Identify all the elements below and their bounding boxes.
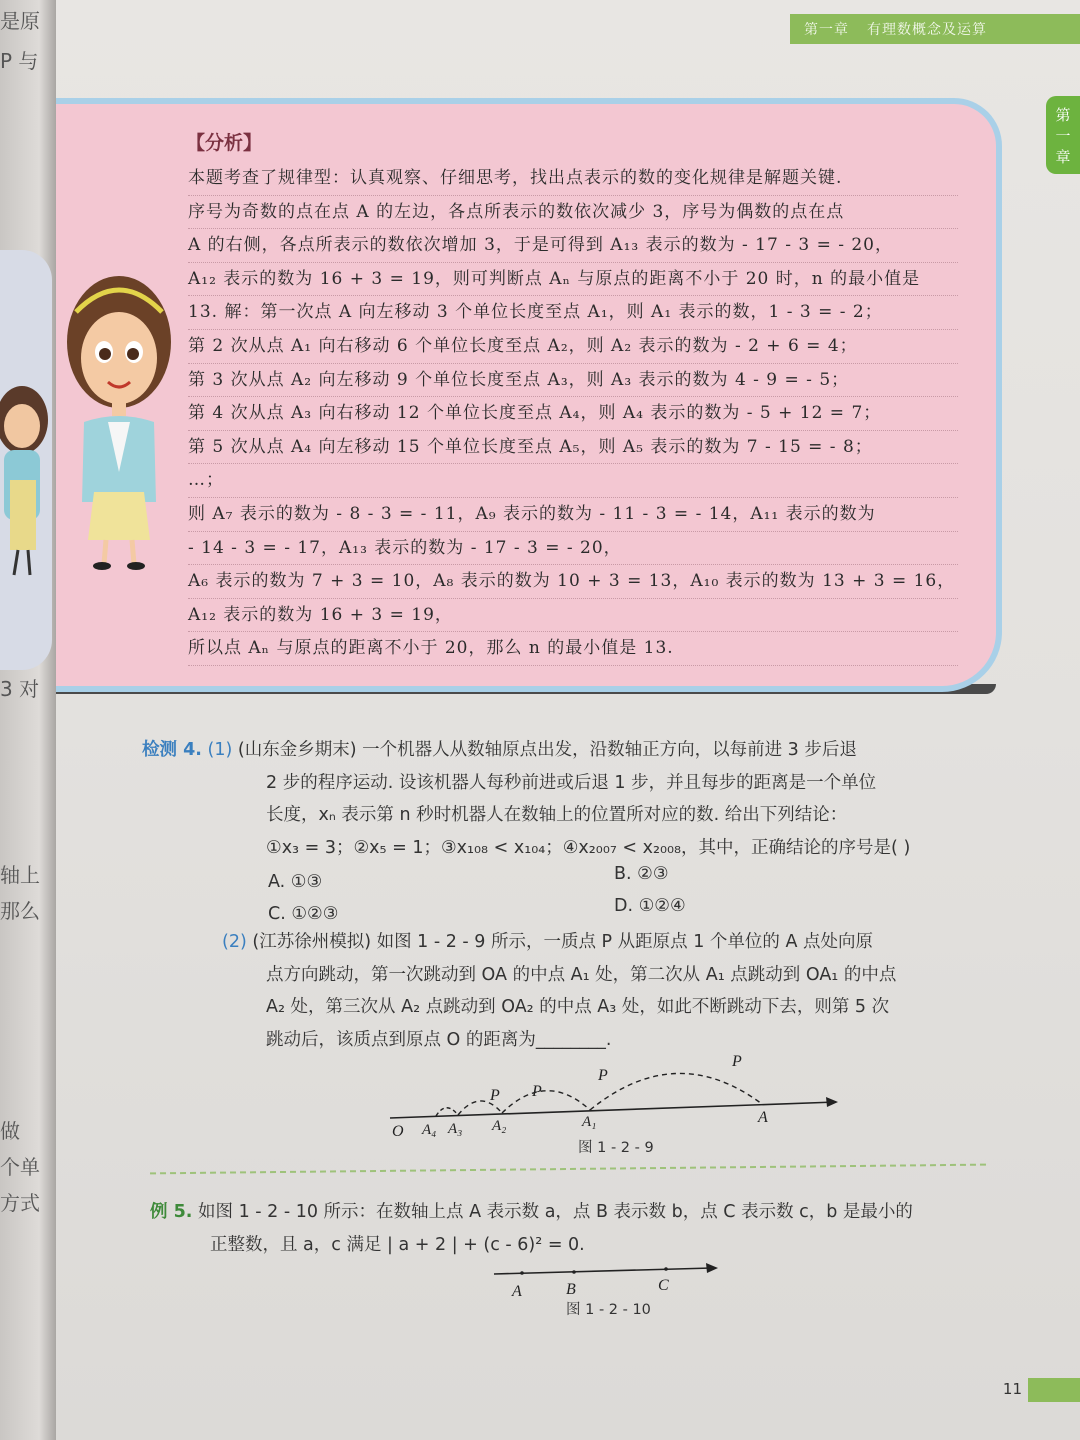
figure-1-2-10-caption: 图 1 - 2 - 10 xyxy=(566,1302,651,1318)
analysis-title: 【分析】 xyxy=(186,132,263,154)
jump-arc xyxy=(590,1073,762,1110)
analysis-line: 13. 解：第一次点 A 向左移动 3 个单位长度至点 A₁，则 A₁ 表示的数，1 - 3 = - 2； xyxy=(188,296,958,330)
left-fragment: 方式 xyxy=(0,1191,40,1215)
label-a3: A₃ xyxy=(448,1121,463,1137)
number-line xyxy=(494,1268,712,1274)
analysis-text xyxy=(188,162,958,666)
example-5-label: 例 5. xyxy=(150,1202,193,1222)
left-fragment: 个单 xyxy=(0,1155,40,1179)
part-2-line: 跳动后，该质点到原点 O 的距离为________. xyxy=(266,1029,612,1050)
analysis-line: 则 A₇ 表示的数为 - 8 - 3 = - 11，A₉ 表示的数为 - 11 - 3 = - 14，A₁₁ 表示的数为 xyxy=(188,498,958,532)
analysis-line: 本题考查了规律型：认真观察、仔细思考，找出点表示的数的变化规律是解题关键. xyxy=(188,162,958,196)
analysis-line: A₁₂ 表示的数为 16 + 3 = 19， xyxy=(188,599,958,633)
label-b: B xyxy=(566,1281,576,1298)
page-number: 11 xyxy=(1002,1380,1022,1398)
label-a1: A₁ xyxy=(582,1114,597,1130)
left-cartoon-figure xyxy=(0,380,56,580)
label-c: C xyxy=(658,1277,669,1294)
analysis-line: 第 5 次从点 A₄ 向左移动 15 个单位长度至点 A₅，则 A₅ 表示的数为 7 - 15 = - 8； xyxy=(188,431,958,465)
part-2-number: (2) xyxy=(222,932,247,952)
example-5-problem xyxy=(150,1196,1010,1261)
analysis-line: 第 4 次从点 A₃ 向右移动 12 个单位长度至点 A₄，则 A₄ 表示的数为 - 5 + 12 = 7； xyxy=(188,397,958,431)
side-tab-char: 章 xyxy=(1055,147,1071,166)
label-p: P xyxy=(532,1083,542,1100)
figure-1-2-9-caption: 图 1 - 2 - 9 xyxy=(578,1140,654,1156)
analysis-line: …； xyxy=(188,464,958,498)
label-o: O xyxy=(392,1123,404,1140)
part-1-line: ①x₃ = 3；②x₅ = 1；③x₁₀₈ < x₁₀₄；④x₂₀₀₇ < x₂₀₀₈，其中，正确结论的序号是( ) xyxy=(266,837,911,858)
part-2-problem xyxy=(222,926,1022,1056)
point-b xyxy=(572,1270,576,1274)
left-fragment: P 与 xyxy=(0,49,39,73)
section-divider xyxy=(150,1164,986,1175)
part-2-line: 点方向跳动，第一次跳动到 OA 的中点 A₁ 处，第二次从 A₁ 点跳动到 OA₁ 的中点 xyxy=(266,964,897,985)
option-b[interactable]: B. ②③ xyxy=(614,864,669,884)
label-a: A xyxy=(512,1283,522,1300)
analysis-line: A₆ 表示的数为 7 + 3 = 10，A₈ 表示的数为 10 + 3 = 13，A₁₀ 表示的数为 13 + 3 = 16， xyxy=(188,565,958,599)
check-4-label: 检测 4. xyxy=(142,740,202,760)
left-fragment: 那么 xyxy=(0,899,40,923)
left-fragment: 做 xyxy=(0,1119,20,1143)
number-line-arrow xyxy=(826,1097,838,1107)
side-tab-char: 一 xyxy=(1055,126,1071,145)
analysis-line: 序号为奇数的点在点 A 的左边，各点所表示的数依次减少 3，序号为偶数的点在点 xyxy=(188,196,958,230)
figure-1-2-9 xyxy=(386,1050,846,1140)
analysis-line: 第 3 次从点 A₂ 向左移动 9 个单位长度至点 A₃，则 A₃ 表示的数为 4 - 9 = - 5； xyxy=(188,364,958,398)
cartoon-girl-illustration xyxy=(64,272,174,572)
number-line xyxy=(390,1102,836,1118)
side-tab-char: 第 xyxy=(1055,105,1071,124)
chapter-title: 有理数概念及运算 xyxy=(867,22,987,38)
page-number-bar xyxy=(1028,1378,1080,1402)
analysis-line: A 的右侧，各点所表示的数依次增加 3，于是可得到 A₁₃ 表示的数为 - 17 - 3 = - 20， xyxy=(188,229,958,263)
analysis-line: A₁₂ 表示的数为 16 + 3 = 19，则可判断点 Aₙ 与原点的距离不小于 20 时，n 的最小值是 xyxy=(188,263,958,297)
label-p: P xyxy=(732,1053,742,1070)
chapter-number: 第一章 xyxy=(804,22,849,38)
left-fragment: 3 对 xyxy=(0,677,40,701)
point-c xyxy=(664,1267,668,1271)
example-5-line: 如图 1 - 2 - 10 所示：在数轴上点 A 表示数 a，点 B 表示数 b，点 C 表示数 c，b 是最小的 xyxy=(198,1202,913,1222)
part-2-line: A₂ 处，第三次从 A₂ 点跳动到 OA₂ 的中点 A₃ 处，如此不断跳动下去，则第 5 次 xyxy=(266,997,890,1017)
chapter-header xyxy=(790,14,1080,44)
figure-1-2-10 xyxy=(492,1258,732,1302)
book-page xyxy=(56,0,1080,1440)
left-fragment: 是原 xyxy=(0,9,40,33)
example-5-line: 正整数，且 a，c 满足 | a + 2 | + (c - 6)² = 0. xyxy=(210,1234,585,1255)
label-a2: A₂ xyxy=(492,1118,507,1134)
chapter-side-tab xyxy=(1046,96,1080,174)
jump-arc xyxy=(502,1091,590,1113)
left-fragment: 轴上 xyxy=(0,863,40,887)
check-4-problem xyxy=(142,734,1022,864)
left-page-edge xyxy=(0,0,56,1440)
option-a[interactable]: A. ①③ xyxy=(268,872,323,892)
part-1-line: 2 步的程序运动. 设该机器人每秒前进或后退 1 步，并且每步的距离是一个单位 xyxy=(266,772,877,793)
analysis-line: 第 2 次从点 A₁ 向右移动 6 个单位长度至点 A₂，则 A₂ 表示的数为 - 2 + 6 = 4； xyxy=(188,330,958,364)
point-a xyxy=(520,1271,524,1275)
part-1-number: (1) xyxy=(207,740,233,760)
part-1-line: 长度，xₙ 表示第 n 秒时机器人在数轴上的位置所对应的数. 给出下列结论： xyxy=(266,805,848,825)
option-d[interactable]: D. ①②④ xyxy=(614,896,686,916)
number-line-arrow xyxy=(706,1263,718,1273)
part-2-line: (江苏徐州模拟) 如图 1 - 2 - 9 所示，一质点 P 从距原点 1 个单位的 A 点处向原 xyxy=(252,932,874,952)
option-c[interactable]: C. ①②③ xyxy=(268,904,339,924)
label-p: P xyxy=(598,1067,608,1084)
analysis-line: 所以点 Aₙ 与原点的距离不小于 20，那么 n 的最小值是 13. xyxy=(188,632,958,666)
part-1-line: (山东金乡期末) 一个机器人从数轴原点出发，沿数轴正方向，以每前进 3 步后退 xyxy=(237,740,857,760)
label-p: P xyxy=(490,1087,500,1104)
label-a4: A₄ xyxy=(422,1122,437,1138)
jump-arc xyxy=(436,1108,458,1116)
analysis-line: - 14 - 3 = - 17，A₁₃ 表示的数为 - 17 - 3 = - 20， xyxy=(188,532,958,566)
label-a: A xyxy=(758,1109,768,1126)
